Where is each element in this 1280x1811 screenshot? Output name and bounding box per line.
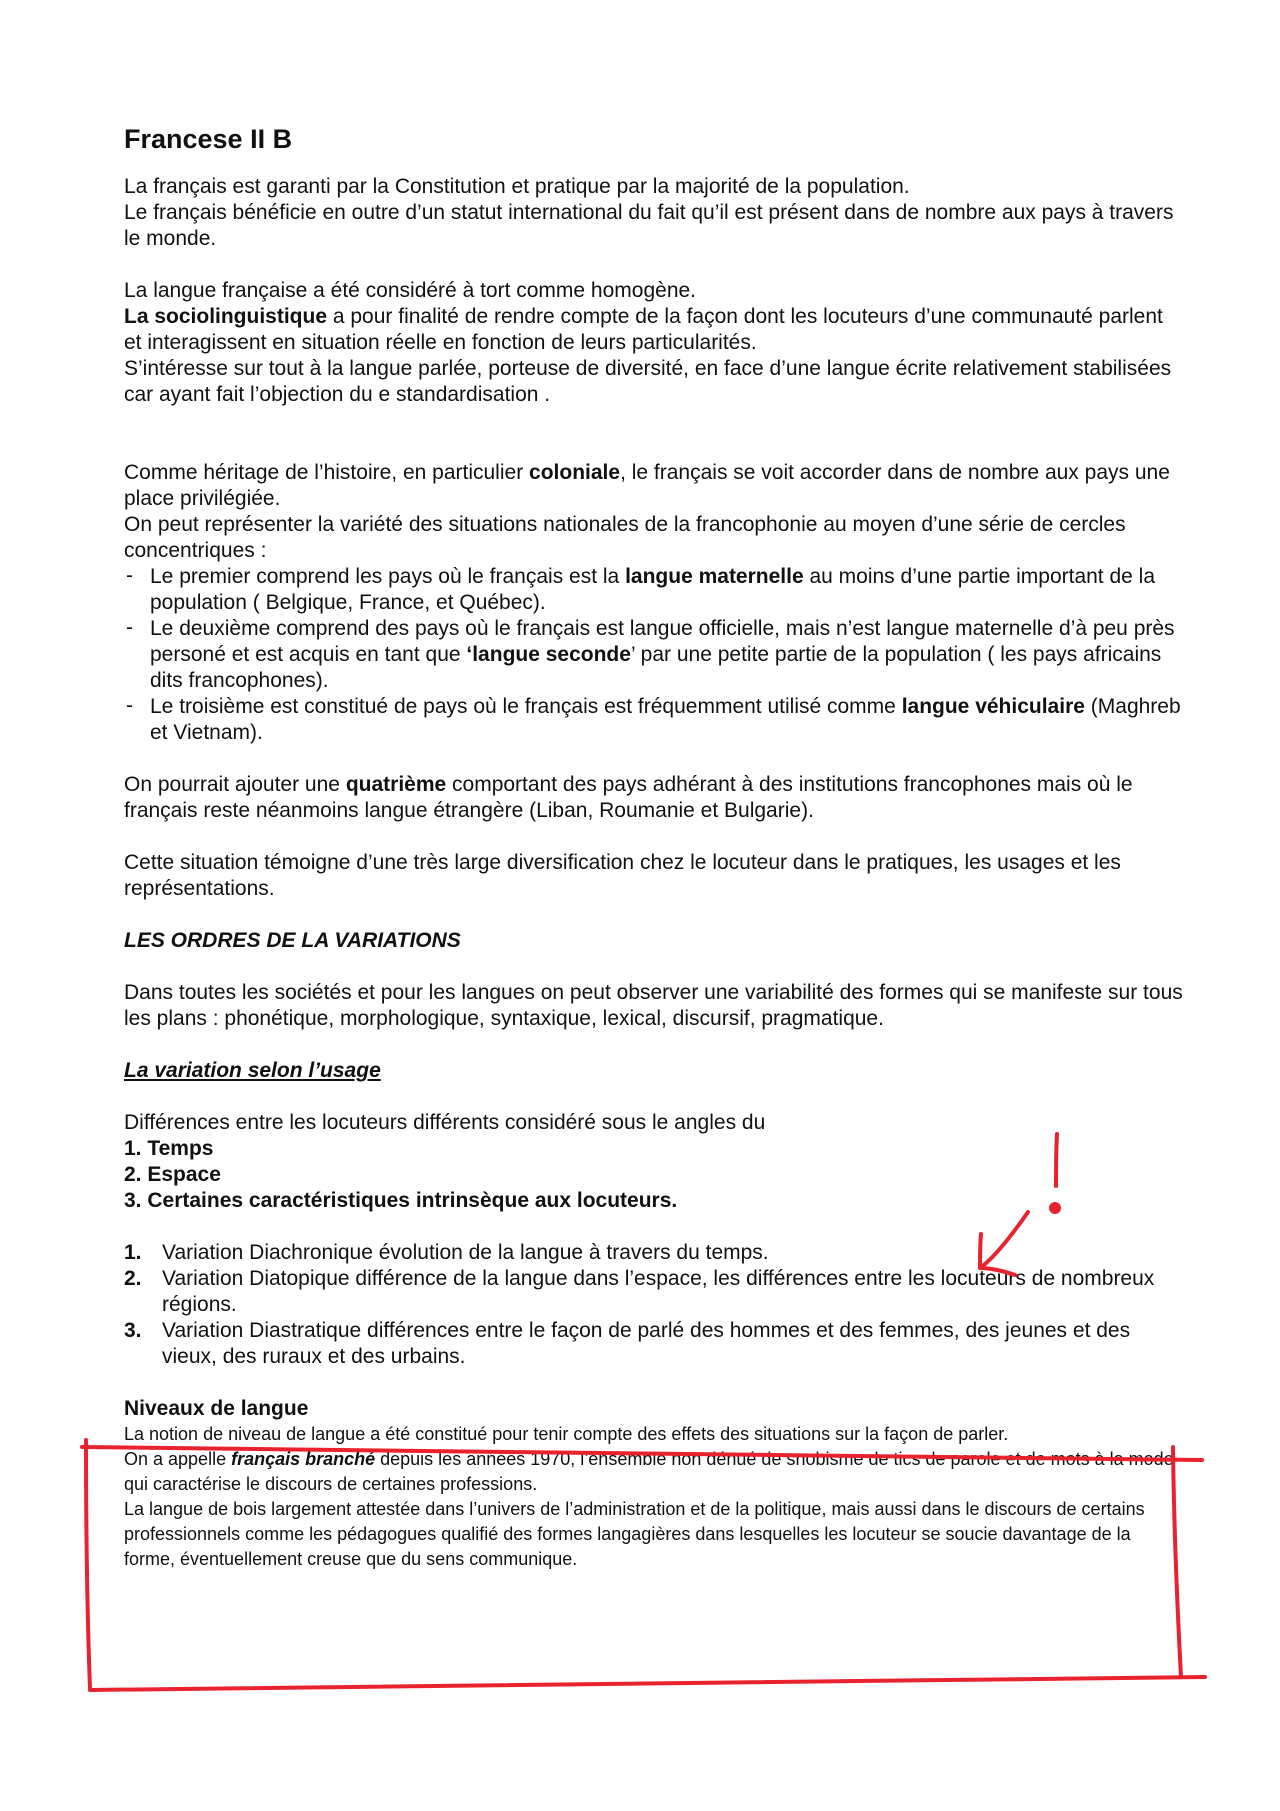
circles-intro: On peut représenter la variété des situations nationales de la francophonie au moyen d’une série de cercles concentriques : [124, 513, 1126, 562]
niveaux-paragraph-1: La notion de niveau de langue a été constitué pour tenir compte des effets des situations sur la façon de parler. [124, 1424, 1009, 1444]
niveaux-paragraph-3: La langue de bois largement attestée dans l’univers de l’administration et de la politique, mais aussi dans le discours de certains professionnels comme les pédagogues qualifié des formes langagières dans lesquelles les locuteur se soucie davantage de la forme, éventuellement creuse que du sens communique. [124, 1499, 1145, 1569]
heritage-paragraph: Comme héritage de l’histoire, en particulier coloniale, le français se voit accorder dans de nombre aux pays une place privilégiée. [124, 461, 1170, 510]
variations-list [124, 1240, 1184, 1370]
list-item: - Le troisième est constitué de pays où le français est fréquemment utilisé comme langue véhiculaire (Maghreb et Vietnam). [124, 694, 1184, 746]
section-heading: LES ORDRES DE LA VARIATIONS [124, 929, 461, 952]
angle-item: 2. Espace [124, 1163, 221, 1186]
niveaux-paragraph-2: On a appelle français branché depuis les années 1970, l’ensemble non dénué de snobisme de tics de parole et de mots à la mode qui caractérise le discours de certaines professions. [124, 1449, 1174, 1494]
angle-item: 1. Temps [124, 1137, 214, 1160]
spoken-language-paragraph: S’intéresse sur tout à la langue parlée, porteuse de diversité, en face d’une langue écrite relativement stabilisées car ayant fait l’objection du e standardisation . [124, 357, 1172, 406]
homogeneity-line: La langue française a été considéré à tort comme homogène. [124, 279, 697, 302]
variability-paragraph: Dans toutes les sociétés et pour les langues on peut observer une variabilité des formes qui se manifeste sur tous les plans : phonétique, morphologique, syntaxique, lexical, discursif, pragmatique. [124, 981, 1183, 1030]
sociolinguistique-term: La sociolinguistique [124, 305, 328, 328]
situation-paragraph: Cette situation témoigne d’une très large diversification chez le locuteur dans le pratiques, les usages et les représentations. [124, 851, 1121, 900]
list-item: - Le premier comprend les pays où le français est la langue maternelle au moins d’une partie important de la population ( Belgique, France, et Québec). [124, 564, 1184, 616]
differences-line: Différences entre les locuteurs différents considéré sous le angles du [124, 1111, 766, 1134]
list-item: 1. Variation Diachronique évolution de la langue à travers du temps. [124, 1241, 769, 1264]
subheading: La variation selon l’usage [124, 1059, 381, 1082]
niveaux-de-langue-box [124, 1396, 1184, 1572]
fourth-circle-paragraph: On pourrait ajouter une quatrième comportant des pays adhérant à des institutions francophones mais où le français reste néanmoins langue étrangère (Liban, Roumanie et Bulgarie). [124, 773, 1133, 822]
box-bottom-edge [90, 1677, 1205, 1690]
box-left-edge [86, 1440, 90, 1688]
list-item: 3. Variation Diastratique différences entre le façon de parlé des hommes et des femmes, des jeunes et des vieux, des ruraux et des urbains. [124, 1319, 1131, 1368]
sociolinguistique-paragraph: La sociolinguistique a pour finalité de rendre compte de la façon dont les locuteurs d’une communauté parlent et interagissent en situation réelle en fonction de leurs particularités. [124, 305, 1163, 354]
coloniale-term: coloniale [529, 461, 621, 484]
list-item: - Le deuxième comprend des pays où le français est langue officielle, mais n’est langue maternelle d’à peu près personé et est acquis en tant que ‘langue seconde’ par une petite partie de la population ( les pays africains dits francophones). [124, 616, 1184, 694]
intro-line-1: La français est garanti par la Constitution et pratique par la majorité de la population. [124, 175, 910, 198]
intro-line-2: Le français bénéficie en outre d’un statut international du fait qu’il est présent dans de nombre aux pays à travers le monde. [124, 201, 1174, 250]
document-page [124, 126, 1184, 1572]
document-title: Francese II B [124, 124, 293, 154]
niveaux-title: Niveaux de langue [124, 1397, 309, 1420]
list-item: 2. Variation Diatopique différence de la langue dans l’espace, les différences entre les locuteurs de nombreux régions. [124, 1267, 1155, 1316]
circles-list [124, 564, 1184, 746]
angle-item: 3. Certaines caractéristiques intrinsèque aux locuteurs. [124, 1189, 678, 1212]
